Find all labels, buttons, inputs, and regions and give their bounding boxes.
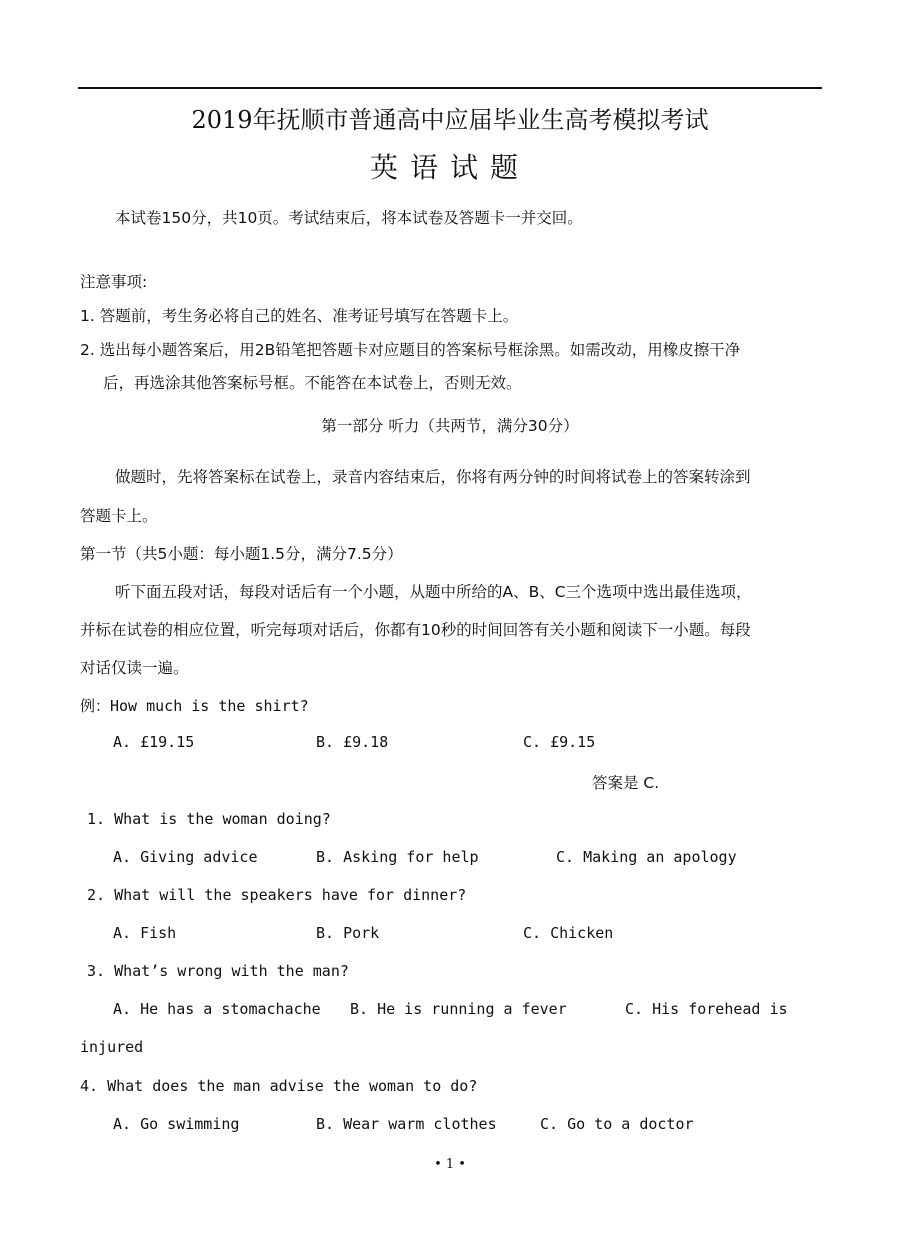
question-2: 2. What will the speakers have for dinner? <box>87 886 467 904</box>
section1-instruction-line-2: 并标在试卷的相应位置，听完每项对话后，你都有10秒的时间回答有关小题和阅读下一小题。每段 <box>80 621 751 639</box>
notes-item-2-line-1: 2. 选出每小题答案后，用2B铅笔把答题卡对应题目的答案标号框涂黑。如需改动，用橡皮擦干净 <box>80 341 741 359</box>
question-4-option-c: C. Go to a doctor <box>540 1115 694 1133</box>
notes-item-2-line-2: 后，再选涂其他答案标号框。不能答在本试卷上，否则无效。 <box>103 374 522 392</box>
notes-heading: 注意事项: <box>80 273 148 291</box>
exam-title: 2019年抚顺市普通高中应届毕业生高考模拟考试 <box>191 106 709 134</box>
question-4-option-a: A. Go swimming <box>113 1115 240 1133</box>
part1-instruction-line-1: 做题时，先将答案标在试卷上，录音内容结束后，你将有两分钟的时间将试卷上的答案转涂到 <box>115 468 751 486</box>
question-3: 3. What’s wrong with the man? <box>87 962 349 980</box>
question-4-option-b: B. Wear warm clothes <box>316 1115 497 1133</box>
question-3-option-c-continued: injured <box>80 1038 144 1056</box>
question-3-option-c: C. His forehead is <box>625 1000 788 1018</box>
question-2-option-b: B. Pork <box>316 924 380 942</box>
part1-heading: 第一部分 听力（共两节，满分30分） <box>321 417 579 435</box>
exam-subtitle: 英语试题 <box>369 151 530 184</box>
question-2-option-c: C. Chicken <box>523 924 614 942</box>
page-number: • 1 • <box>434 1157 466 1172</box>
example-question: 例：How much is the shirt? <box>80 697 309 715</box>
example-answer: 答案是 C. <box>592 774 660 792</box>
example-option-b: B. £9.18 <box>316 733 389 751</box>
question-4: 4. What does the man advise the woman to do? <box>80 1077 478 1095</box>
example-option-a: A. £19.15 <box>113 733 195 751</box>
notes-item-1: 1. 答题前，考生务必将自己的姓名、准考证号填写在答题卡上。 <box>80 307 519 325</box>
question-3-option-a: A. He has a stomachache <box>113 1000 321 1018</box>
example-option-c: C. £9.15 <box>523 733 596 751</box>
intro-text: 本试卷150分，共10页。考试结束后，将本试卷及答题卡一并交回。 <box>115 209 583 227</box>
question-1-option-a: A. Giving advice <box>113 848 258 866</box>
question-3-option-b: B. He is running a fever <box>350 1000 567 1018</box>
part1-instruction-line-2: 答题卡上。 <box>80 507 158 525</box>
section1-instruction-line-1: 听下面五段对话，每段对话后有一个小题，从题中所给的A、B、C三个选项中选出最佳选项， <box>115 583 752 601</box>
section1-instruction-line-3: 对话仅读一遍。 <box>80 659 189 677</box>
header-rule <box>78 87 822 89</box>
question-2-option-a: A. Fish <box>113 924 177 942</box>
question-1-option-b: B. Asking for help <box>316 848 479 866</box>
section1-heading: 第一节（共5小题：每小题1.5分，满分7.5分） <box>80 545 403 563</box>
question-1-option-c: C. Making an apology <box>556 848 737 866</box>
question-1: 1. What is the woman doing? <box>87 810 331 828</box>
